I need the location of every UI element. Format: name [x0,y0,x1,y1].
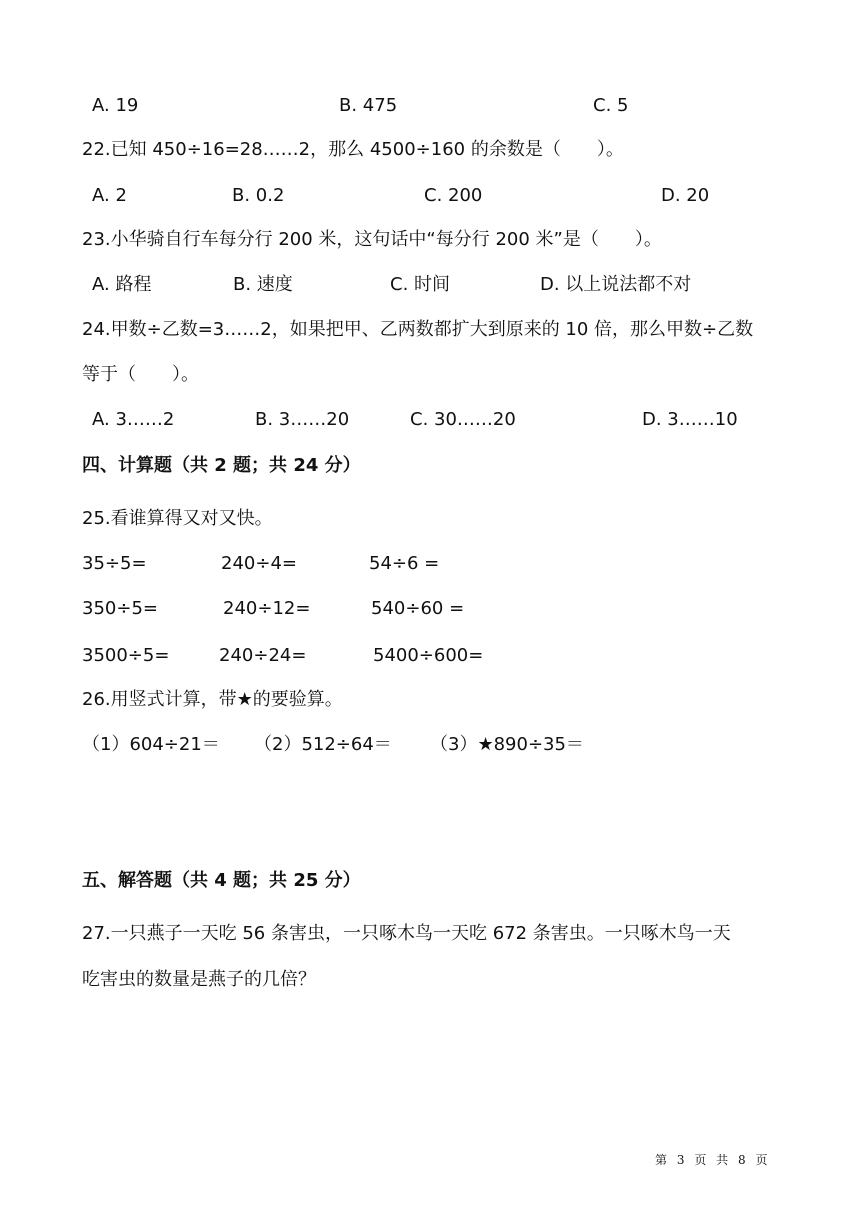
q23-option-a: A. 路程 [92,274,152,295]
q23-option-d: D. 以上说法都不对 [540,274,692,295]
q25-cell: 35÷5= [82,553,147,574]
q25-cell: 240÷4= [221,553,297,574]
q22-stem: 22.已知 450÷16=28……2，那么 4500÷160 的余数是（ ）。 [82,139,624,160]
q21-option-b: B. 475 [339,95,398,116]
footer-page-mid: 页 [694,1153,707,1167]
q25-cell: 350÷5= [82,598,158,619]
q25-cell: 540÷60 = [371,598,465,619]
footer-page-label: 第 [655,1153,668,1167]
q25-cell: 240÷24= [219,645,307,666]
footer-total-num: 8 [738,1153,746,1167]
section5-heading: 五、解答题（共 4 题；共 25 分） [82,870,361,891]
q26-item-2: （2）512÷64＝ [254,734,392,755]
q26-stem: 26.用竖式计算，带★的要验算。 [82,689,343,710]
q23-stem: 23.小华骑自行车每分行 200 米，这句话中“每分行 200 米”是（ ）。 [82,229,662,250]
q22-option-b: B. 0.2 [232,185,285,206]
q24-option-d: D. 3……10 [642,409,738,430]
q27-line1: 27.一只燕子一天吃 56 条害虫，一只啄木鸟一天吃 672 条害虫。一只啄木鸟一天 [82,923,731,944]
q25-cell: 5400÷600= [373,645,484,666]
q21-option-c: C. 5 [593,95,629,116]
footer-page-num: 3 [676,1153,685,1167]
q24-option-c: C. 30……20 [410,409,516,430]
q21-option-a: A. 19 [92,95,139,116]
page-footer [655,1151,767,1168]
q24-stem-line2: 等于（ ）。 [82,364,199,385]
q26-item-3: （3）★890÷35＝ [430,734,584,755]
q24-stem-line1: 24.甲数÷乙数=3……2，如果把甲、乙两数都扩大到原来的 10 倍，那么甲数÷乙数 [82,319,754,340]
q22-option-c: C. 200 [424,185,483,206]
q27-line2: 吃害虫的数量是燕子的几倍？ [82,969,316,990]
footer-total-label: 共 [716,1153,729,1167]
q25-stem: 25.看谁算得又对又快。 [82,508,273,529]
q24-option-a: A. 3……2 [92,409,175,430]
q25-cell: 3500÷5= [82,645,170,666]
q22-option-d: D. 20 [661,185,710,206]
q25-cell: 54÷6 = [369,553,440,574]
q23-option-b: B. 速度 [233,274,293,295]
section4-heading: 四、计算题（共 2 题；共 24 分） [82,455,361,476]
footer-page-end: 页 [755,1153,768,1167]
q22-option-a: A. 2 [92,185,127,206]
q23-option-c: C. 时间 [390,274,451,295]
q25-cell: 240÷12= [223,598,311,619]
q24-option-b: B. 3……20 [255,409,350,430]
q26-item-1: （1）604÷21＝ [82,734,220,755]
